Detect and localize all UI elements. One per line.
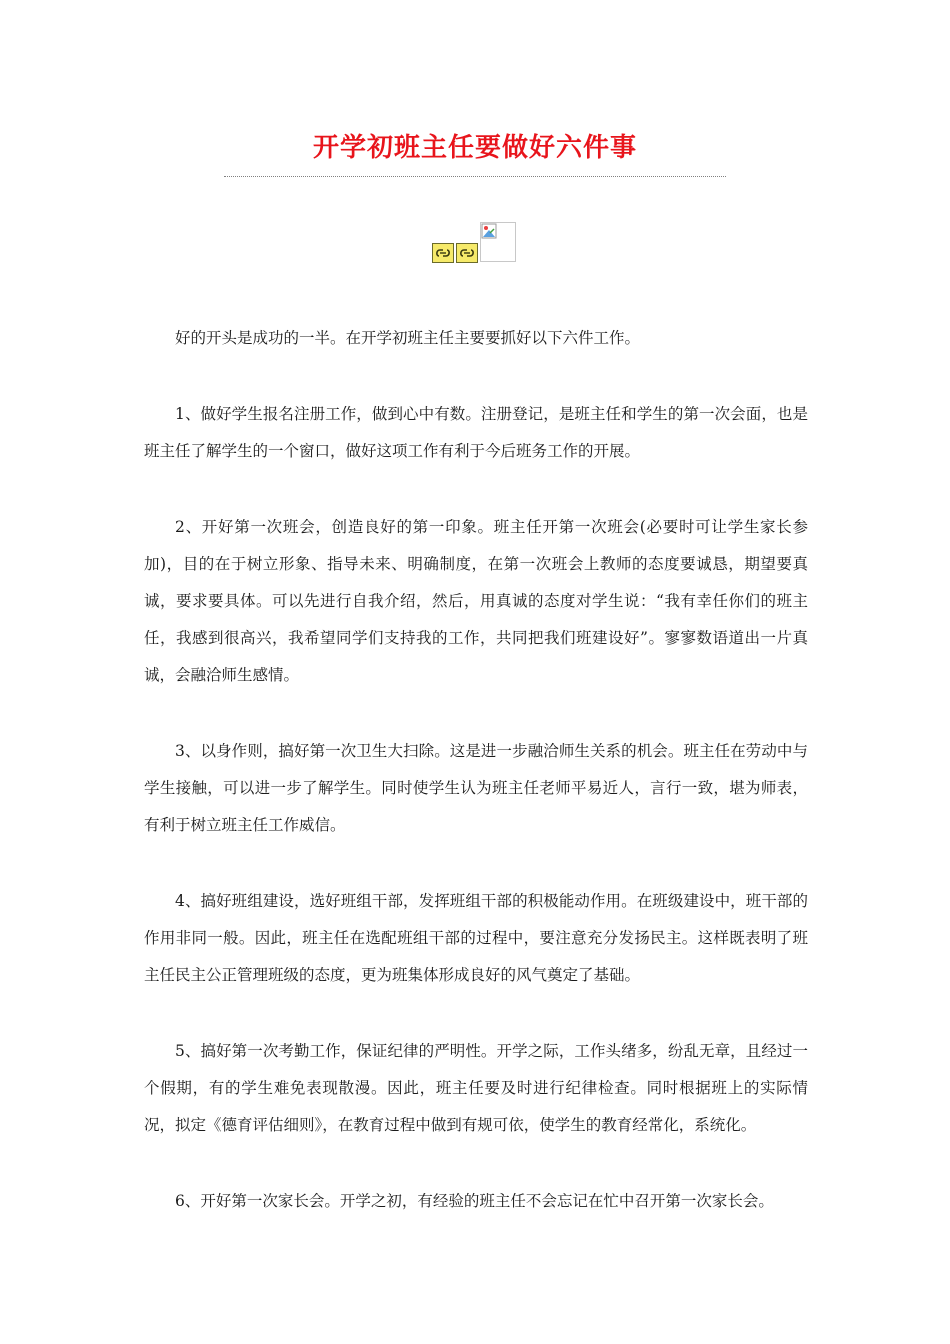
link-icon[interactable] — [432, 243, 454, 263]
link-icon[interactable] — [456, 243, 478, 263]
paragraph-item-2: 2、开好第一次班会，创造良好的第一印象。班主任开第一次班会(必要时可让学生家长参加)，目的在于树立形象、指导未来、明确制度，在第一次班会上教师的态度要诚恳，期望要真诚，要求要具体。可以先进行自我介绍，然后，用真诚的态度对学生说：“我有幸任你们的班主任，我感到很高兴，我希望同学们支持我的工作，共同把我们班建设好”。寥寥数语道出一片真诚，会融洽师生感情。 — [144, 518, 808, 684]
icon-group — [432, 222, 522, 264]
paragraph-item-6: 6、开好第一次家长会。开学之初，有经验的班主任不会忘记在忙中召开第一次家长会。 — [175, 1192, 774, 1210]
paragraph-item-1: 1、做好学生报名注册工作，做到心中有数。注册登记，是班主任和学生的第一次会面，也是班主任了解学生的一个窗口，做好这项工作有利于今后班务工作的开展。 — [144, 405, 808, 460]
paragraph-item-3: 3、以身作则，搞好第一次卫生大扫除。这是进一步融洽师生关系的机会。班主任在劳动中与学生接触，可以进一步了解学生。同时使学生认为班主任老师平易近人，言行一致，堪为师表，有利于树立班主任工作威信。 — [144, 742, 808, 834]
paragraph-item-5: 5、搞好第一次考勤工作，保证纪律的严明性。开学之际，工作头绪多，纷乱无章，且经过一个假期，有的学生难免表现散漫。因此，班主任要及时进行纪律检查。同时根据班上的实际情况，拟定《德育评估细则》，在教育过程中做到有规可依，使学生的教育经常化，系统化。 — [144, 1042, 808, 1134]
article-body — [144, 320, 808, 1259]
broken-image-icon — [480, 222, 516, 262]
intro-paragraph: 好的开头是成功的一半。在开学初班主任主要要抓好以下六件工作。 — [175, 329, 641, 347]
title-divider — [224, 176, 726, 177]
page-title: 开学初班主任要做好六件事 — [312, 133, 637, 163]
paragraph-item-4: 4、搞好班组建设，选好班组干部，发挥班组干部的积极能动作用。在班级建设中，班干部的作用非同一般。因此，班主任在选配班组干部的过程中，要注意充分发扬民主。这样既表明了班主任民主公正管理班级的态度，更为班集体形成良好的风气奠定了基础。 — [144, 892, 808, 984]
